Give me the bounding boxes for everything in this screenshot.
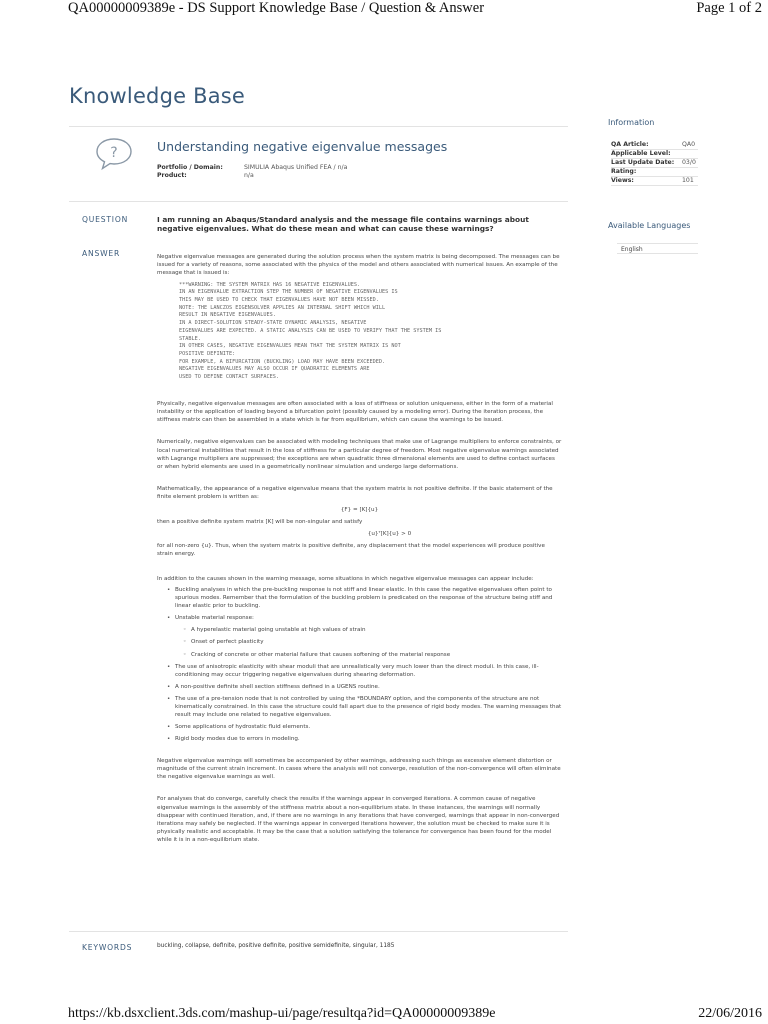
warning-message-code: ***WARNING: THE SYSTEM MATRIX HAS 16 NEGATIVE EIGENVALUES. IN AN EIGENVALUE EXTRACTION STEP THE NUMBER OF NEGATIVE EIGENVALUES IS THIS MAY BE USED TO CHECK THAT EIGENVALUES HAVE NOT BEEN MISSED. NOTE: THE LANCZOS EIGENSOLVER APPLIES AN INTERNAL SHIFT WHICH WILL RESULT IN NEGATIVE EIGENVALUES. IN A DIRECT-SOLUTION STEADY-STATE DYNAMIC ANALYSIS, NEGATIVE EIGENVALUES ARE EXPECTED. A STATIC ANALYSIS CAN BE USED TO VERIFY THAT THE SYSTEM IS STABLE. IN OTHER CASES, NEGATIVE EIGENVALUES MEAN THAT THE SYSTEM MATRIX IS NOT POSITIVE DEFINITE: FOR EXAMPLE, A BIFURCATION (BUCKLING) LOAD MAY HAVE BEEN EXCEEDED. NEGATIVE EIGENVALUES MAY ALSO OCCUR IF QUADRATIC ELEMENTS ARE USED TO DEFINE CONTACT SURFACES.	[179, 281, 442, 381]
print-header-page: Page 1 of 2	[696, 0, 762, 16]
answer-paragraph: for all non-zero {u}. Thus, when the system matrix is positive definite, any displacement that the model experiences will produce positive strain energy.	[157, 543, 545, 558]
info-row	[611, 141, 698, 150]
info-key: Applicable Level:	[611, 150, 671, 157]
answer-paragraph: Numerically, negative eigenvalues can be associated with modeling techniques that make use of Lagrange multipliers to enforce constraints, or local numerical instabilities that result in the loss of stiffness for a particular degree of freedom. Most negative eigenvalue warnings associated with Lagrange multipliers are suppressed; the exceptions are when quadratic three dimensional elements are used to define contact surfaces or when hybrid elements are used in a geometrically nonlinear simulation and undergo large deformations.	[157, 439, 562, 470]
product-label: Product:	[157, 172, 187, 179]
product-value: n/a	[244, 172, 254, 179]
list-item: • A non-positive definite shell section stiffness defined in a UGENS routine.	[167, 683, 562, 691]
answer-paragraph: In addition to the causes shown in the warning message, some situations in which negative eigenvalue messages can appear include:	[157, 575, 534, 582]
info-key: Last Update Date:	[611, 159, 675, 166]
question-bubble-icon	[95, 137, 133, 171]
list-item: • Rigid body modes due to errors in modeling.	[167, 735, 562, 743]
print-footer-url: https://kb.dsxclient.3ds.com/mashup-ui/page/resultqa?id=QA00000009389e	[68, 1006, 496, 1021]
list-item: • The use of anisotropic elasticity with shear moduli that are unrealistically very much lower than the direct moduli. In this case, ill-conditioning may occur triggering negative eigenvalues during shearing deformation.	[167, 663, 562, 679]
divider	[69, 931, 568, 932]
list-item-text: Unstable material response:	[175, 615, 254, 621]
question-text: I am running an Abaqus/Standard analysis and the message file contains warnings about negative eigenvalues. What do these mean and what can cause these warnings?	[157, 215, 529, 233]
svg-text:?: ?	[110, 145, 118, 161]
answer-paragraph: Mathematically, the appearance of a negative eigenvalue means that the system matrix is not positive definite. If the basic statement of the finite element problem is written as:	[157, 486, 553, 501]
divider	[69, 126, 568, 127]
sublist-item: ◦ Cracking of concrete or other material failure that causes softening of the material response	[183, 651, 562, 659]
information-table	[611, 141, 698, 186]
portfolio-value: SIMULIA Abaqus Unified FEA / n/a	[244, 164, 348, 171]
info-key: QA Article:	[611, 141, 649, 148]
equation-positive-definite: {u}ᵀ[K]{u} > 0	[367, 530, 412, 537]
sublist-item: ◦ A hyperelastic material going unstable at high values of strain	[183, 626, 562, 634]
answer-paragraph: then a positive definite system matrix [K] will be non-singular and satisfy	[157, 518, 363, 525]
information-heading: Information	[608, 118, 655, 127]
keywords-list: buckling, collapse, definite, positive definite, positive semidefinite, singular, 1185	[157, 943, 395, 949]
divider	[69, 201, 568, 202]
info-value: 03/0	[682, 159, 696, 166]
sublist-item: ◦ Onset of perfect plasticity	[183, 638, 562, 646]
list-item: • The use of a pre-tension node that is not controlled by using the *BOUNDARY option, and the components of the structure are not kinematically constrained. In this case the structure could fall apart due to the presence of rigid body modes. The warning messages that result may include one related to negative eigenvalues.	[167, 695, 562, 720]
available-languages-heading: Available Languages	[608, 221, 691, 230]
question-label: QUESTION	[82, 215, 129, 224]
info-row	[611, 168, 698, 177]
equation-equilibrium: {F} = [K]{u}	[340, 506, 379, 513]
product-row	[157, 172, 254, 180]
info-row	[611, 150, 698, 159]
list-item: • Buckling analyses in which the pre-buckling response is not stiff and linear elastic. In this case the negative eigenvalues often point to spurious modes. Remember that the formulation of the buckling problem is predicated on the response of the structure being stiff and linear elastic prior to buckling.	[167, 586, 562, 611]
answer-label: ANSWER	[82, 249, 121, 258]
portfolio-label: Portfolio / Domain:	[157, 164, 223, 171]
info-value: QA0	[682, 141, 696, 148]
info-row	[611, 159, 698, 168]
answer-paragraph: Negative eigenvalue messages are generated during the solution process when the system matrix is being decomposed. The messages can be issued for a variety of reasons, some associated with the physics of the model and others associated with numerical issues. An example of the message that is issued is:	[157, 254, 560, 277]
info-key: Views:	[611, 177, 634, 184]
answer-body	[157, 253, 562, 859]
article-title: Understanding negative eigenvalue messages	[157, 139, 448, 154]
causes-list	[157, 586, 562, 743]
info-key: Rating:	[611, 168, 637, 175]
info-row	[611, 177, 698, 186]
print-footer-date: 22/06/2016	[698, 1006, 762, 1021]
answer-paragraph: For analyses that do converge, carefully check the results if the warnings appear in converged iterations. A common cause of negative eigenvalue warnings is the assembly of the stiffness matrix about a non-equilibrium state. In these instances, the warnings will normally disappear with continued iteration, and, if there are no warnings in any iterations that have converged, warnings that appear in non-converged iterations may safely be neglected. If the warnings appear in converged iterations however, the solution must be checked to make sure it is physically realistic and acceptable. It may be the case that a solution satisfying the tolerance for convergence has been found for the model while it is in a non-equilibrium state.	[157, 796, 560, 844]
portfolio-row	[157, 164, 347, 172]
answer-paragraph: Negative eigenvalue warnings will sometimes be accompanied by other warnings, addressing such things as excessive element distortion or magnitude of the current strain increment. In cases where the analysis will not converge, resolution of the non-convergence will often eliminate the negative eigenvalue warnings as well.	[157, 757, 561, 781]
language-option-english[interactable]: English	[617, 243, 698, 254]
list-item	[167, 614, 562, 659]
list-item: • Some applications of hydrostatic fluid elements.	[167, 723, 562, 731]
page-title: Knowledge Base	[69, 84, 246, 108]
answer-paragraph: Physically, negative eigenvalue messages are often associated with a loss of stiffness or solution uniqueness, either in the form of a material instability or the application of loading beyond a bifurcation point (possibly caused by a modeling error). During the iteration process, the stiffness matrix can then be assembled in a state which is far from equilibrium, which can cause the warnings to be issued.	[157, 400, 553, 424]
print-header-title: QA00000009389e - DS Support Knowledge Base / Question & Answer	[68, 0, 485, 16]
material-sublist	[183, 626, 562, 659]
keywords-label: KEYWORDS	[82, 943, 133, 952]
info-value: 101	[682, 177, 694, 184]
